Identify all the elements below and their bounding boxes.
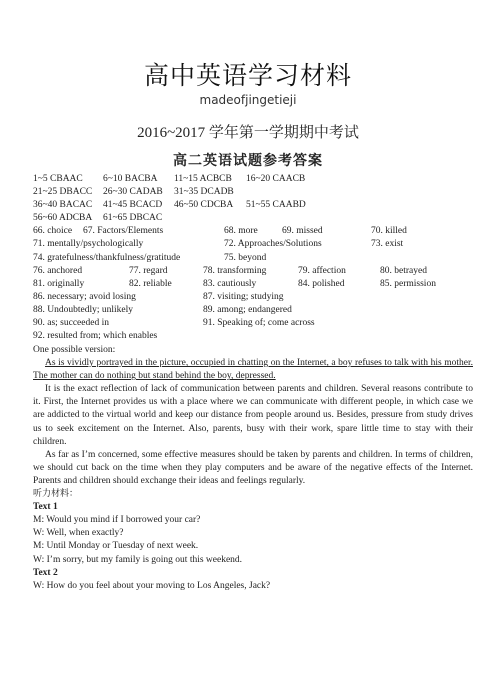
answer-row <box>33 252 473 265</box>
answer-cell: 68. more <box>224 226 258 237</box>
answer-cell: 88. Undoubtedly; unlikely <box>33 304 134 315</box>
answer-cell: 31~35 DCADB <box>174 187 234 198</box>
answer-cell: 26~30 CADAB <box>103 187 163 198</box>
answer-cell: 85. permission <box>380 278 436 289</box>
essay-section <box>33 344 473 593</box>
text-2-label: Text 2 <box>33 567 58 578</box>
answer-cell: 21~25 DBACC <box>33 187 93 198</box>
answer-cell: 74. gratefulness/thankfulness/gratitude <box>33 252 181 263</box>
answer-cell: 70. killed <box>371 226 407 237</box>
answer-cell: 46~50 CDCBA <box>174 200 234 211</box>
answer-row <box>33 265 473 278</box>
answer-row <box>33 212 473 225</box>
answer-cell: 89. among; endangered <box>203 304 292 315</box>
answer-cell: 56~60 ADCBA <box>33 213 93 224</box>
answer-cell: 78. transforming <box>203 265 267 276</box>
answer-row <box>33 225 473 238</box>
answer-cell: 84. polished <box>298 278 345 289</box>
essay-paragraph-2: It is the exact reflection of lack of communication between parents and children. Several reasons contribute to it. First, the Internet provides us with a place where we can communicate with different people, in which case we are addicted to the virtual world and keep our distance from people around us. Besides, pressure from study drives us to seek excitement on the Internet. Also, parents, busy with their work, spare little time to stay with their children. <box>33 384 473 447</box>
answer-cell: 69. missed <box>282 226 323 237</box>
answer-cell: 80. betrayed <box>380 265 427 276</box>
dialogue-line: W: I’m sorry, but my family is going out this weekend. <box>33 554 243 565</box>
answer-row <box>33 291 473 304</box>
answer-row <box>33 304 473 317</box>
answer-cell: 11~15 ACBCB <box>174 174 232 184</box>
answer-cell: 71. mentally/psychologically <box>33 239 144 250</box>
answer-cell: 75. beyond <box>224 252 267 263</box>
essay-label: One possible version: <box>33 345 116 355</box>
answer-cell: 87. visiting; studying <box>203 291 284 302</box>
answer-cell: 72. Approaches/Solutions <box>224 239 322 250</box>
answer-cell: 83. cautiously <box>203 278 257 289</box>
answer-cell: 90. as; succeeded in <box>33 318 109 329</box>
answer-row <box>33 330 473 343</box>
answer-cell: 36~40 BACAC <box>33 200 93 211</box>
page-subtitle: madeofjingetieji <box>199 93 297 107</box>
answer-row <box>33 186 473 199</box>
dialogue-line: M: Until Monday or Tuesday of next week. <box>33 541 199 552</box>
answer-row <box>33 278 473 291</box>
answer-row <box>33 317 473 330</box>
answer-cell: 73. exist <box>371 239 404 250</box>
answer-cell: 41~45 BCACD <box>103 200 163 211</box>
dialogue-line: M: Would you mind if I borrowed your car? <box>33 515 201 526</box>
answer-cell: 1~5 CBAAC <box>33 174 83 184</box>
page-title: 高中英语学习材料 <box>143 61 352 90</box>
answer-cell: 61~65 DBCAC <box>103 213 163 224</box>
answer-cell: 92. resulted from; which enables <box>33 331 158 342</box>
answer-key <box>33 173 473 343</box>
essay-paragraph-1: As is vividly portrayed in the picture, occupied in chatting on the Internet, a boy refuses to talk with his mother. The mother can do nothing but stand behind the boy, depressed. <box>33 358 473 382</box>
dialogue-line: W: How do you feel about your moving to Los Angeles, Jack? <box>33 580 271 591</box>
listening-label: 听力材料： <box>33 489 79 500</box>
text-1-label: Text 1 <box>33 502 58 513</box>
answer-key-heading: 高二英语试题参考答案 <box>173 154 323 169</box>
dialogue-line: W: Well, when exactly? <box>33 528 124 539</box>
answer-cell: 79. affection <box>298 265 346 276</box>
answer-cell: 81. originally <box>33 278 85 289</box>
answer-cell: 51~55 CAABD <box>246 200 306 211</box>
answer-cell: 77. regard <box>129 265 168 276</box>
answer-cell: 6~10 BACBA <box>103 174 158 184</box>
answer-cell: 86. necessary; avoid losing <box>33 291 136 302</box>
exam-heading: 2016~2017 学年第一学期期中考试 <box>137 125 359 141</box>
answer-cell: 66. choice <box>33 226 73 237</box>
answer-cell: 67. Factors/Elements <box>83 226 164 237</box>
answer-cell: 82. reliable <box>129 278 172 289</box>
answer-cell: 76. anchored <box>33 265 83 276</box>
answer-cell: 16~20 CAACB <box>246 174 306 184</box>
essay-paragraph-3: As far as I’m concerned, some effective measures should be taken by parents and children. In terms of children, we should cut back on the time when they play computers and be aware of the negative effects of the Internet. Parents and children should exchange their ideas and feelings regularly. <box>33 449 473 486</box>
answer-cell: 91. Speaking of; come across <box>203 318 315 329</box>
answer-row <box>33 173 473 186</box>
answer-row <box>33 238 473 251</box>
answer-row <box>33 199 473 212</box>
